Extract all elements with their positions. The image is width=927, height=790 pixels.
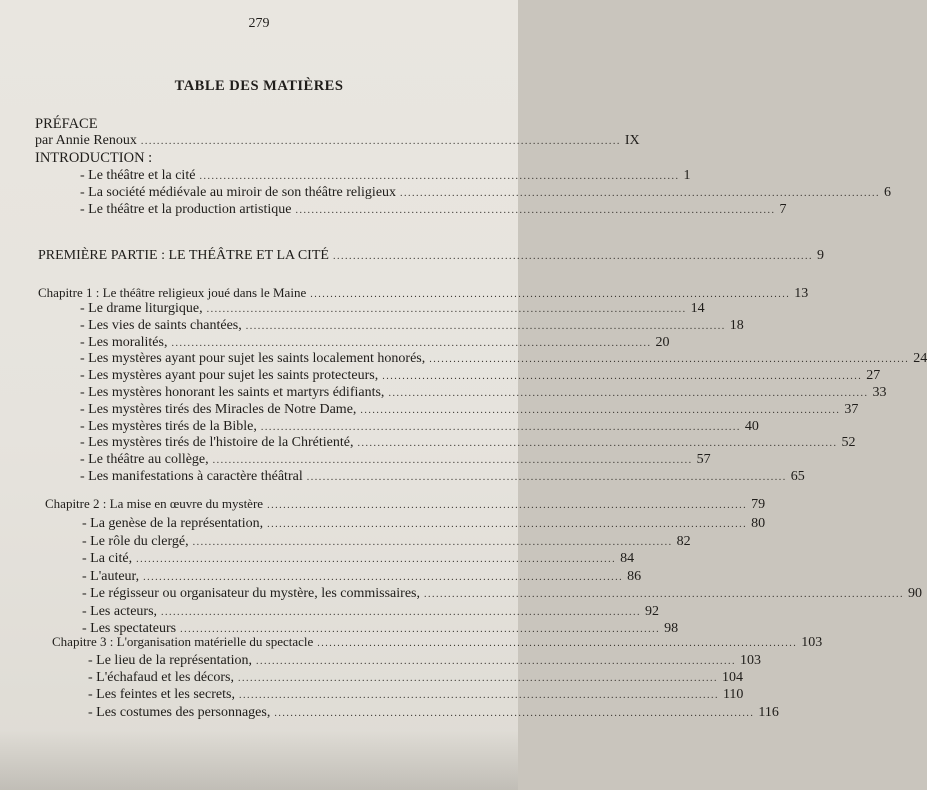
entry-page: 86 <box>627 568 642 584</box>
leader-dots: ........................................................................................................................ <box>360 404 841 416</box>
toc-entry <box>80 317 744 335</box>
preface-heading: PRÉFACE <box>35 116 98 132</box>
leader-dots: ........................................................................................................................ <box>274 707 755 719</box>
toc-entry <box>82 516 766 533</box>
preface-page: IX <box>624 133 640 148</box>
entry-title: - Le rôle du clergé, <box>82 533 189 549</box>
entry-title: - Les mystères tirés de la Bible, <box>80 418 257 434</box>
leader-dots: ........................................................................................................................ <box>171 337 652 349</box>
leader-dots: ........................................................................................................................ <box>192 536 673 548</box>
toc-entry <box>82 533 691 551</box>
entry-page: 110 <box>722 687 744 703</box>
entry-page: 104 <box>721 670 743 686</box>
entry-page: 84 <box>620 551 635 566</box>
part-heading-entry: PREMIÈRE PARTIE : LE THÉÂTRE ET LA CITÉ ........................................................................................................................ 9 <box>38 248 824 263</box>
entry-page: 33 <box>872 385 887 400</box>
entry-title: - Le lieu de la représentation, <box>88 653 253 668</box>
entry-page: 116 <box>758 704 779 720</box>
leader-dots: ........................................................................................................................ <box>332 251 813 262</box>
leader-dots: ........................................................................................................................ <box>423 589 904 600</box>
toc-entry: - La société médiévale au miroir de son théâtre religieux ........................................................................................................................ 6 <box>80 185 892 200</box>
leader-dots: ........................................................................................................................ <box>357 438 838 450</box>
entry-page: 57 <box>696 452 711 468</box>
leader-dots: ........................................................................................................................ <box>400 188 881 199</box>
toc-entry <box>80 368 881 385</box>
entry-page: 27 <box>866 368 881 384</box>
entry-title: - L'auteur, <box>82 568 140 584</box>
leader-dots: ........................................................................................................................ <box>238 690 719 702</box>
leader-dots: ........................................................................................................................ <box>206 304 687 315</box>
entry-page: 90 <box>907 586 922 601</box>
entry-page: 37 <box>844 401 859 417</box>
entry-page: 24 <box>913 351 927 367</box>
entry-page: 82 <box>676 533 691 549</box>
entry-page: 103 <box>740 653 762 668</box>
leader-dots: ........................................................................................................................ <box>295 205 776 216</box>
leader-dots: ........................................................................................................................ <box>245 320 726 332</box>
leader-dots: ........................................................................................................................ <box>199 171 680 182</box>
entry-title: - La cité, <box>82 551 133 566</box>
entry-page: 40 <box>744 418 759 434</box>
entry-title: - Les mystères honorant les saints et martyrs édifiants, <box>80 385 385 400</box>
leader-dots: ........................................................................................................................ <box>136 554 617 565</box>
entry-title: - La genèse de la représentation, <box>82 516 264 531</box>
chapter3-entry: Chapitre 3 : L'organisation matérielle du spectacle ........................................................................................................................ 103 <box>52 634 823 650</box>
leader-dots: ........................................................................................................................ <box>212 455 693 467</box>
leader-dots: ........................................................................................................................ <box>161 606 642 618</box>
toc-entry <box>82 586 922 603</box>
toc-entry <box>80 301 705 318</box>
entry-page: 52 <box>841 435 856 451</box>
toc-entry <box>88 653 762 670</box>
leader-dots: ........................................................................................................................ <box>429 354 910 366</box>
entry-title: - Les vies de saints chantées, <box>80 317 242 333</box>
introduction-heading: INTRODUCTION : <box>35 150 153 166</box>
entry-page: 65 <box>790 469 805 484</box>
toc-entry <box>88 670 743 687</box>
entry-title: - Les costumes des personnages, <box>88 704 271 720</box>
entry-title: - Les mystères tirés des Miracles de Notre Dame, <box>80 401 357 417</box>
entry-title: - Les feintes et les secrets, <box>88 687 235 703</box>
leader-dots: ........................................................................................................................ <box>267 519 748 530</box>
toc-entry <box>80 385 887 402</box>
toc-entry <box>80 401 859 419</box>
entry-page: 80 <box>751 516 766 531</box>
page-number: 279 <box>248 16 270 31</box>
toc-entry <box>80 435 856 452</box>
entry-page: 92 <box>645 603 660 619</box>
leader-dots: ........................................................................................................................ <box>143 571 624 583</box>
part1-heading: PREMIÈRE PARTIE : LE THÉÂTRE ET LA CITÉ <box>38 248 329 263</box>
entry-title: - Le drame liturgique, <box>80 301 203 316</box>
leader-dots: ........................................................................................................................ <box>306 472 787 483</box>
leader-dots: ........................................................................................................................ <box>317 638 798 649</box>
leader-dots: ........................................................................................................................ <box>382 371 863 383</box>
leader-dots: ........................................................................................................................ <box>256 656 737 667</box>
leader-dots: ........................................................................................................................ <box>388 388 869 399</box>
entry-page: 14 <box>690 301 705 316</box>
toc-entry <box>80 469 805 486</box>
entry-title: - Les mystères ayant pour sujet les saints protecteurs, <box>80 368 379 384</box>
chapter3-heading: Chapitre 3 : L'organisation matérielle du spectacle <box>52 634 314 649</box>
leader-dots: ........................................................................................................................ <box>267 500 748 511</box>
toc-entry <box>88 704 779 722</box>
toc-entry: - Le théâtre et la cité ........................................................................................................................ 1 <box>80 168 691 183</box>
entry-title: - Les mystères ayant pour sujet les saints localement honorés, <box>80 351 426 367</box>
chapter1-entry: Chapitre 1 : Le théâtre religieux joué dans le Maine ........................................................................................................................ 13 <box>38 285 809 301</box>
leader-dots: ........................................................................................................................ <box>140 136 621 147</box>
toc-entry <box>82 568 642 586</box>
entry-page: 20 <box>655 334 670 350</box>
chapter1-heading: Chapitre 1 : Le théâtre religieux joué dans le Maine <box>38 285 307 300</box>
toc-entry <box>88 687 744 704</box>
toc-entry <box>80 334 670 352</box>
leader-dots: ........................................................................................................................ <box>310 289 791 300</box>
entry-title: - Les spectateurs <box>82 621 177 636</box>
entry-title: - Les moralités, <box>80 334 168 350</box>
toc-entry <box>82 551 635 568</box>
entry-title: - Les mystères tirés de l'histoire de la Chrétienté, <box>80 435 354 451</box>
page-shadow <box>0 730 518 790</box>
leader-dots: ........................................................................................................................ <box>180 624 661 635</box>
leader-dots: ........................................................................................................................ <box>260 421 741 433</box>
chapter2-heading: Chapitre 2 : La mise en œuvre du mystère <box>45 496 264 511</box>
toc-entry <box>80 351 927 368</box>
entry-title: - L'échafaud et les décors, <box>88 670 234 686</box>
toc-entry <box>80 452 711 469</box>
entry-title: - Le régisseur ou organisateur du mystère, les commissaires, <box>82 586 420 601</box>
preface-entry <box>35 133 640 150</box>
chapter2-entry: Chapitre 2 : La mise en œuvre du mystère ........................................................................................................................ 79 <box>45 496 766 512</box>
leader-dots: ........................................................................................................................ <box>237 673 718 685</box>
toc-entry <box>82 603 660 621</box>
preface-author: par Annie Renoux <box>35 133 137 148</box>
entry-page: 18 <box>729 317 744 333</box>
entry-title: - Le théâtre au collège, <box>80 452 209 468</box>
page-title: TABLE DES MATIÈRES <box>174 78 344 94</box>
toc-entry: - Le théâtre et la production artistique ........................................................................................................................ 7 <box>80 202 787 217</box>
toc-entry <box>80 418 759 436</box>
entry-title: - Les acteurs, <box>82 603 158 619</box>
entry-page: 98 <box>664 621 679 636</box>
entry-title: - Les manifestations à caractère théâtral <box>80 469 303 484</box>
